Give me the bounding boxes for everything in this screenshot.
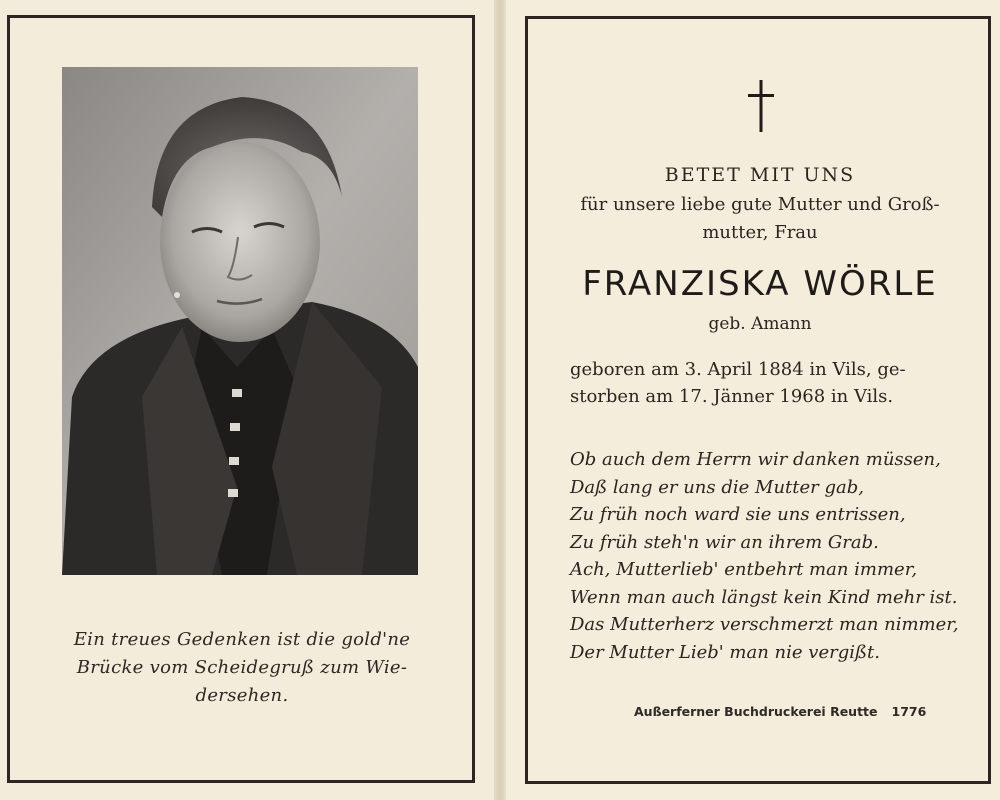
memorial-line-3: dersehen. <box>195 685 289 706</box>
memorial-line-2: Brücke vom Scheidegruß zum Wie- <box>76 657 408 678</box>
poem-line: Der Mutter Lieb' man nie vergißt. <box>570 641 880 663</box>
portrait-photo <box>62 67 418 575</box>
poem-line: Das Mutterherz verschmerzt man nimmer, <box>570 614 959 635</box>
life-dates <box>570 356 960 410</box>
memorial-quote <box>52 626 432 710</box>
maiden-name: geb. Amann <box>708 314 812 334</box>
poem-line: Zu früh noch ward sie uns entrissen, <box>570 504 906 525</box>
dates-line-2: storben am 17. Jänner 1968 in Vils. <box>570 386 894 407</box>
intro-line-1: für unsere liebe gute Mutter und Groß- <box>580 194 940 215</box>
heading: BETET MIT UNS <box>664 164 856 186</box>
poem-line: Ach, Mutterlieb' entbehrt man immer, <box>570 559 918 580</box>
card-fold <box>494 0 506 800</box>
poem-line: Wenn man auch längst kein Kind mehr ist. <box>570 586 958 608</box>
poem-line: Ob auch dem Herrn wir danken müssen, <box>570 449 941 470</box>
printer-name: Außerferner Buchdruckerei Reutte <box>634 704 878 719</box>
intro-line-2: mutter, Frau <box>702 222 818 243</box>
memorial-line-1: Ein treues Gedenken ist die gold'ne <box>73 629 411 650</box>
printer-imprint <box>634 704 926 719</box>
poem-line: Daß lang er uns die Mutter gab, <box>570 476 864 498</box>
print-number: 1776 <box>891 704 927 719</box>
latin-cross-icon <box>748 80 774 132</box>
deceased-name: FRANZISKA WÖRLE <box>582 264 938 304</box>
poem-line: Zu früh steh'n wir an ihrem Grab. <box>570 531 879 553</box>
memorial-poem <box>570 446 970 666</box>
dates-line-1: geboren am 3. April 1884 in Vils, ge- <box>570 359 906 380</box>
